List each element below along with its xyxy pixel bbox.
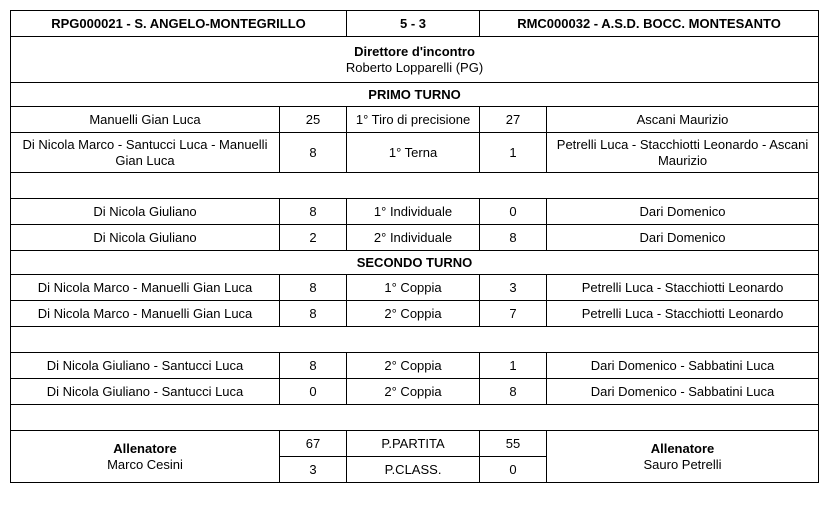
director-name: Roberto Lopparelli (PG)	[345, 59, 484, 75]
away-players: Dari Domenico	[547, 199, 819, 225]
away-match-points: 55	[480, 431, 547, 457]
away-score: 0	[480, 199, 547, 225]
away-team-name: RMC000032 - A.S.D. BOCC. MONTESANTO	[480, 11, 819, 37]
away-class-points: 0	[480, 457, 547, 483]
away-players: Dari Domenico	[547, 225, 819, 251]
director-row	[11, 37, 819, 83]
match-row	[11, 225, 819, 251]
home-players: Di Nicola Giuliano - Santucci Luca	[11, 353, 280, 379]
home-score: 8	[280, 275, 347, 301]
away-coach-cell	[547, 431, 819, 483]
away-players: Petrelli Luca - Stacchiotti Leonardo	[547, 275, 819, 301]
spacer-row	[11, 405, 819, 431]
event-name: 1° Terna	[347, 133, 480, 173]
home-team-name: RPG000021 - S. ANGELO-MONTEGRILLO	[11, 11, 347, 37]
home-score: 8	[280, 199, 347, 225]
class-points-label: P.CLASS.	[347, 457, 480, 483]
away-coach-label: Allenatore	[650, 440, 715, 456]
footer-row	[11, 431, 819, 457]
home-players: Di Nicola Giuliano	[11, 199, 280, 225]
event-name: 2° Coppia	[347, 353, 480, 379]
spacer-cell	[11, 173, 819, 199]
section-title-row	[11, 251, 819, 275]
director-cell	[11, 37, 819, 83]
match-row	[11, 275, 819, 301]
home-players: Di Nicola Giuliano	[11, 225, 280, 251]
match-report-table	[10, 10, 819, 483]
match-row	[11, 379, 819, 405]
home-coach-label: Allenatore	[113, 440, 177, 456]
spacer-cell	[11, 327, 819, 353]
away-score: 1	[480, 133, 547, 173]
away-players: Petrelli Luca - Stacchiotti Leonardo - Ascani Maurizio	[547, 133, 819, 173]
away-score: 8	[480, 379, 547, 405]
home-players: Di Nicola Marco - Santucci Luca - Manuelli Gian Luca	[11, 133, 280, 173]
event-name: 2° Coppia	[347, 379, 480, 405]
match-points-label: P.PARTITA	[347, 431, 480, 457]
away-coach-name: Sauro Petrelli	[643, 456, 722, 472]
event-name: 1° Individuale	[347, 199, 480, 225]
match-score: 5 - 3	[347, 11, 480, 37]
director-label: Direttore d'incontro	[354, 43, 475, 59]
event-name: 2° Individuale	[347, 225, 480, 251]
header-row	[11, 11, 819, 37]
spacer-row	[11, 173, 819, 199]
home-score: 25	[280, 107, 347, 133]
event-name: 2° Coppia	[347, 301, 480, 327]
second-round-title: SECONDO TURNO	[11, 251, 819, 275]
away-score: 7	[480, 301, 547, 327]
first-round-title: PRIMO TURNO	[11, 83, 819, 107]
away-score: 3	[480, 275, 547, 301]
home-players: Di Nicola Marco - Manuelli Gian Luca	[11, 301, 280, 327]
spacer-row	[11, 327, 819, 353]
match-row	[11, 107, 819, 133]
home-score: 8	[280, 133, 347, 173]
event-name: 1° Coppia	[347, 275, 480, 301]
home-score: 2	[280, 225, 347, 251]
away-players: Dari Domenico - Sabbatini Luca	[547, 353, 819, 379]
home-score: 8	[280, 353, 347, 379]
home-class-points: 3	[280, 457, 347, 483]
home-players: Di Nicola Giuliano - Santucci Luca	[11, 379, 280, 405]
home-match-points: 67	[280, 431, 347, 457]
match-row	[11, 133, 819, 173]
away-score: 8	[480, 225, 547, 251]
away-score: 1	[480, 353, 547, 379]
match-row	[11, 353, 819, 379]
home-players: Manuelli Gian Luca	[11, 107, 280, 133]
away-players: Petrelli Luca - Stacchiotti Leonardo	[547, 301, 819, 327]
event-name: 1° Tiro di precisione	[347, 107, 480, 133]
away-score: 27	[480, 107, 547, 133]
away-players: Dari Domenico - Sabbatini Luca	[547, 379, 819, 405]
home-score: 0	[280, 379, 347, 405]
away-players: Ascani Maurizio	[547, 107, 819, 133]
spacer-cell	[11, 405, 819, 431]
home-score: 8	[280, 301, 347, 327]
home-coach-cell	[11, 431, 280, 483]
section-title-row	[11, 83, 819, 107]
match-row	[11, 301, 819, 327]
home-coach-name: Marco Cesini	[107, 456, 183, 472]
home-players: Di Nicola Marco - Manuelli Gian Luca	[11, 275, 280, 301]
match-row	[11, 199, 819, 225]
